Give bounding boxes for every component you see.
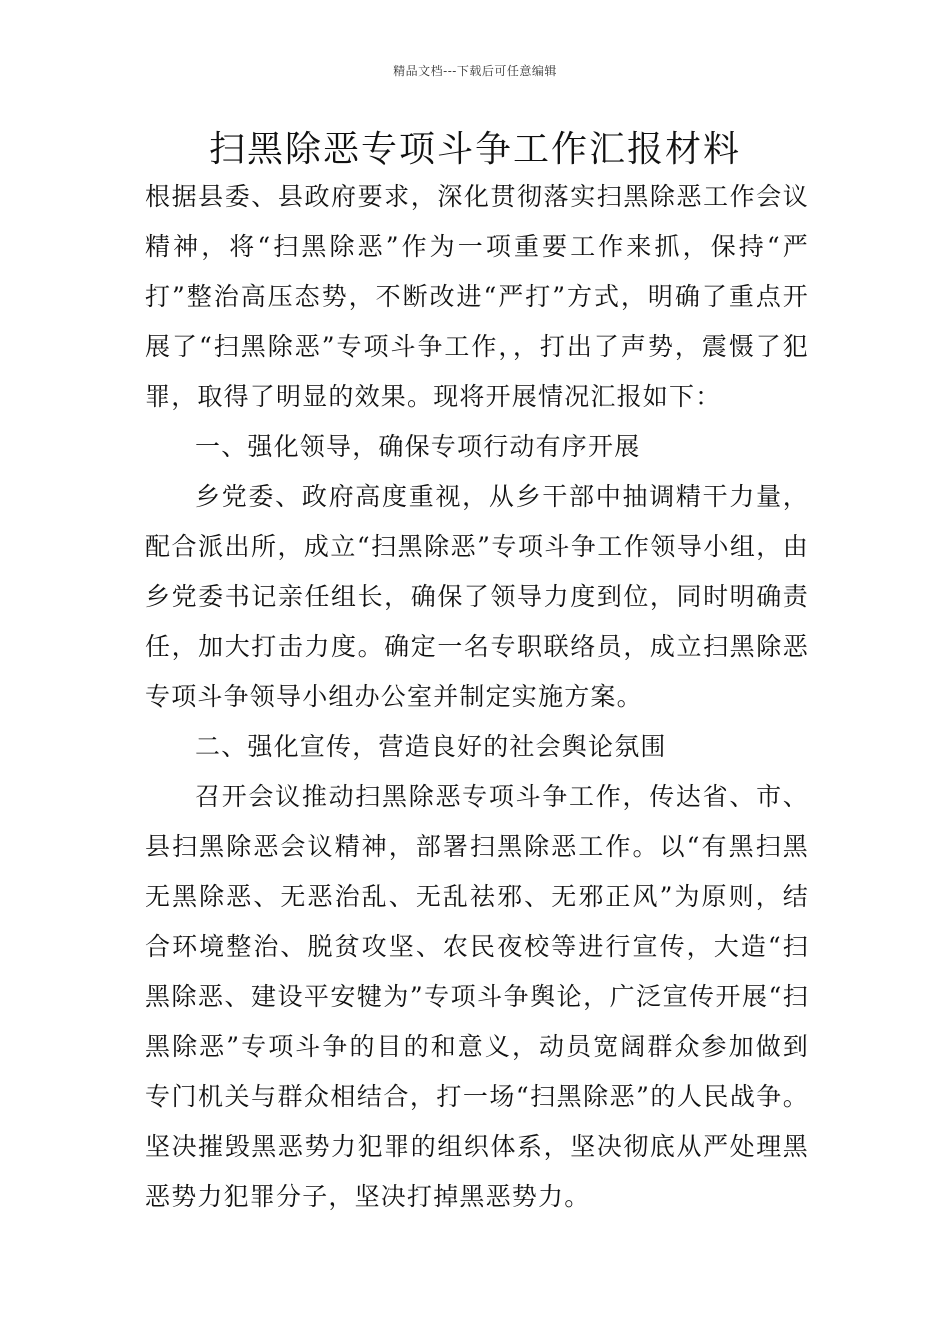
header-note: 精品文档---下载后可任意编辑 (393, 64, 557, 78)
section-1-paragraph: 乡党委、政府高度重视，从乡干部中抽调精干力量，配合派出所，成立“扫黑除恶”专项斗争工作领导小组，由乡党委书记亲任组长，确保了领导力度到位，同时明确责任，加大打击力度。确定一名专职联络员，成立扫黑除恶专项斗争领导小组办公室并制定实施方案。 (145, 482, 809, 711)
section-heading-2: 二、强化宣传，营造良好的社会舆论氛围 (195, 732, 667, 761)
section-heading-1: 一、强化领导，确保专项行动有序开展 (195, 432, 641, 461)
document-body (145, 172, 809, 1222)
section-2-paragraph: 召开会议推动扫黑除恶专项斗争工作，传达省、市、县扫黑除恶会议精神，部署扫黑除恶工作。以“有黑扫黑无黑除恶、无恶治乱、无乱祛邪、无邪正风”为原则，结合环境整治、脱贫攻坚、农民夜校等进行宣传，大造“扫黑除恶、建设平安犍为”专项斗争舆论，广泛宣传开展“扫黑除恶”专项斗争的目的和意义，动员宽阔群众参加做到专门机关与群众相结合，打一场“扫黑除恶”的人民战争。坚决摧毁黑恶势力犯罪的组织体系，坚决彻底从严处理黑恶势力犯罪分子，坚决打掉黑恶势力。 (145, 782, 809, 1211)
document-title: 扫黑除恶专项斗争工作汇报材料 (208, 129, 741, 170)
intro-paragraph: 根据县委、县政府要求，深化贯彻落实扫黑除恶工作会议精神，将“扫黑除恶”作为一项重要工作来抓，保持“严打”整治高压态势，不断改进“严打”方式，明确了重点开展了“扫黑除恶”专项斗争工作，，打出了声势，震慑了犯罪，取得了明显的效果。现将开展情况汇报如下： (145, 182, 809, 411)
